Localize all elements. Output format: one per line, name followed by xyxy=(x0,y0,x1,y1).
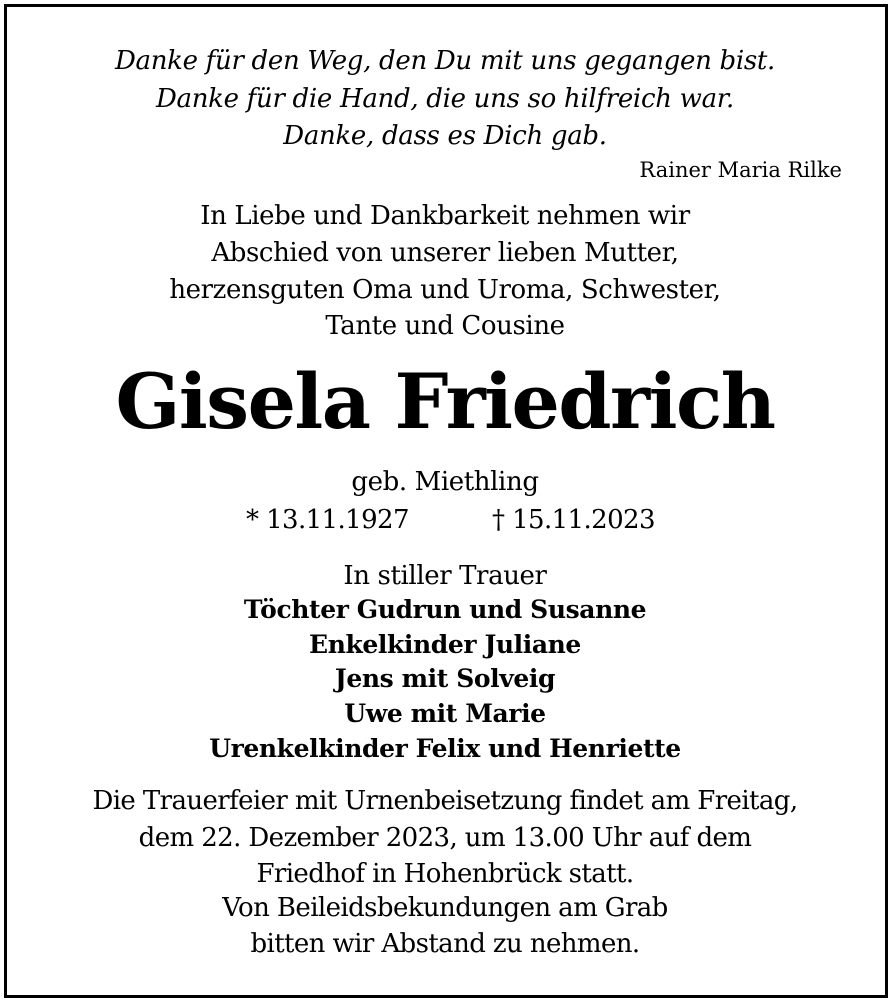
mourner-line-5: Urenkelkinder Felix und Henriette xyxy=(209,734,681,763)
info-line-2: dem 22. Dezember 2023, um 13.00 Uhr auf dem xyxy=(138,823,752,853)
quote-line-1: Danke für den Weg, den Du mit uns gegangen bist. xyxy=(114,46,775,76)
info-line-1: Die Trauerfeier mit Urnenbeisetzung findet am Freitag, xyxy=(92,786,798,816)
birth-date: * 13.11.1927 xyxy=(246,505,409,535)
info-line-5: bitten wir Abstand zu nehmen. xyxy=(250,929,640,959)
quote-line-3: Danke, dass es Dich gab. xyxy=(283,121,607,151)
intro-line-3: herzensguten Oma und Uroma, Schwester, xyxy=(169,275,721,305)
mourners-heading: In stiller Trauer xyxy=(343,561,547,591)
mourner-line-1: Töchter Gudrun und Susanne xyxy=(243,595,647,624)
mourner-line-2: Enkelkinder Juliane xyxy=(309,630,581,659)
mourner-line-3: Jens mit Solveig xyxy=(334,664,556,693)
quote-author: Rainer Maria Rilke xyxy=(639,158,842,182)
info-line-3: Friedhof in Hohenbrück statt. xyxy=(256,859,634,889)
intro-line-1: In Liebe und Dankbarkeit nehmen wir xyxy=(200,201,690,231)
death-date: † 15.11.2023 xyxy=(492,505,655,535)
intro-line-2: Abschied von unserer lieben Mutter, xyxy=(211,238,679,268)
mourner-line-4: Uwe mit Marie xyxy=(344,699,546,728)
intro-line-4: Tante und Cousine xyxy=(325,311,565,341)
maiden-name: geb. Miethling xyxy=(351,467,539,497)
info-line-4: Von Beileidsbekundungen am Grab xyxy=(222,893,668,923)
quote-line-2: Danke für die Hand, die uns so hilfreich war. xyxy=(155,84,735,114)
deceased-name: Gisela Friedrich xyxy=(115,357,775,446)
